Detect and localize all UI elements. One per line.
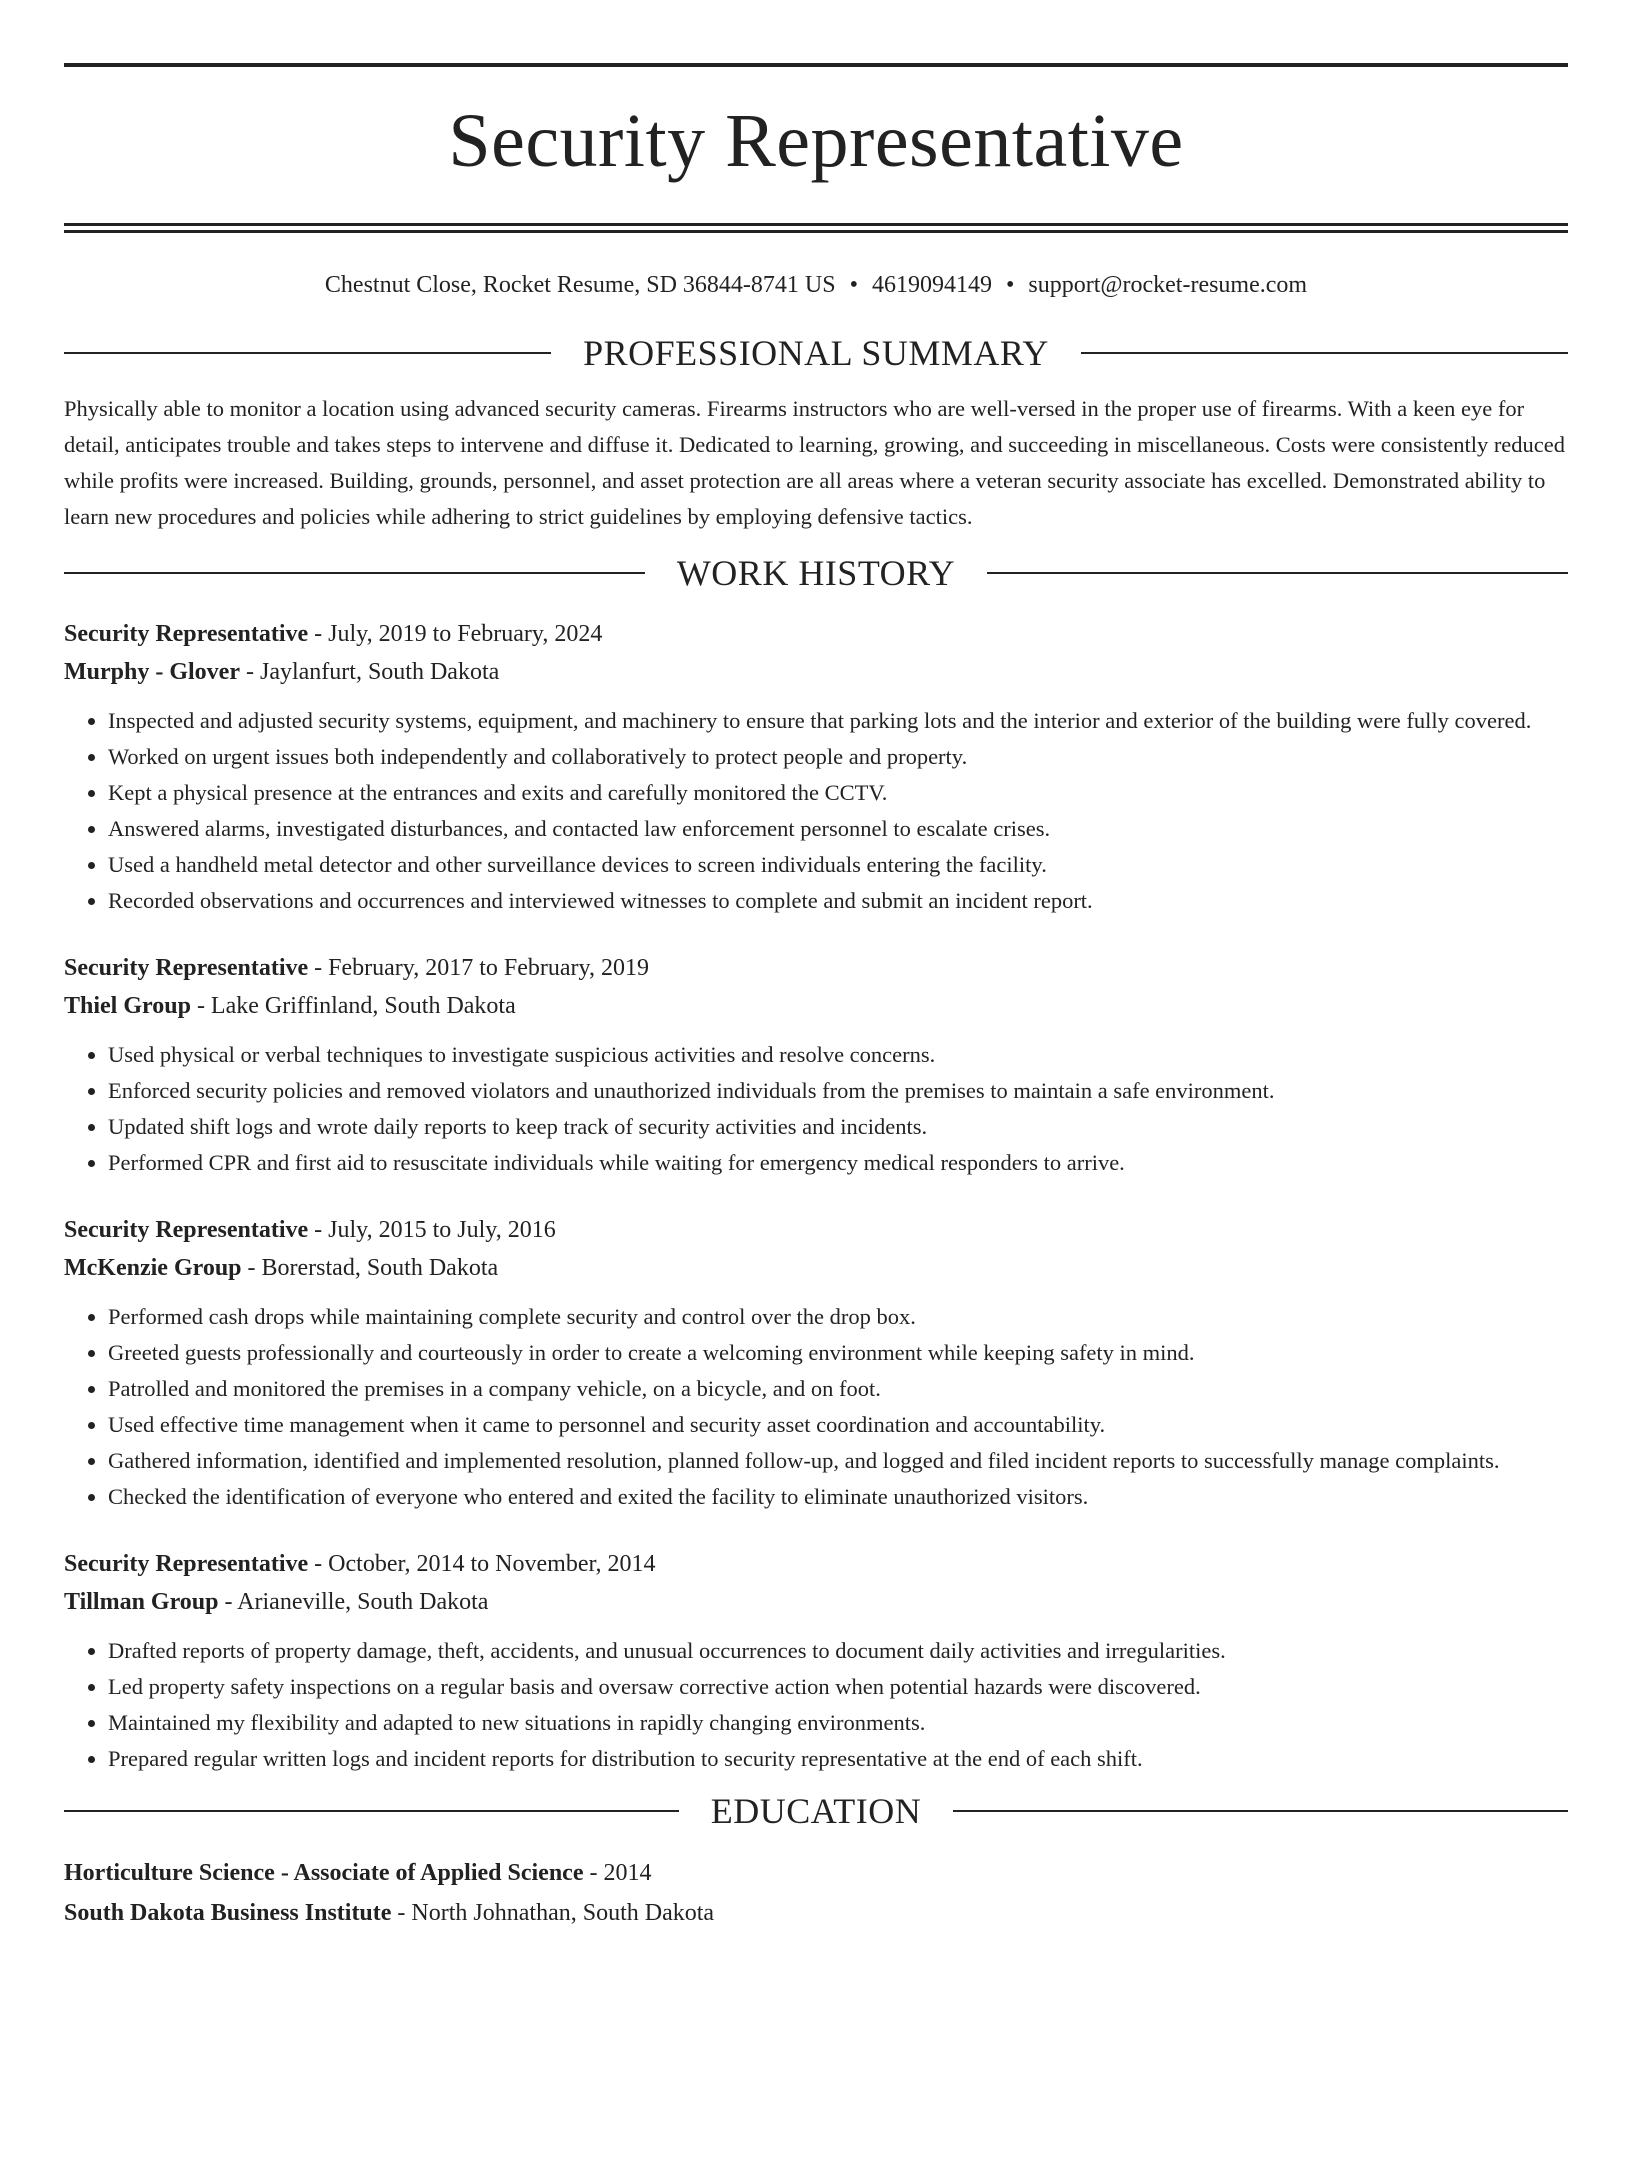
job-dates: - July, 2019 to February, 2024 (308, 621, 603, 647)
job-bullet: • Performed CPR and first aid to resuscitate individuals while waiting for emergency medical responders to arrive. (108, 1145, 1568, 1181)
contact-email: support@rocket-resume.com (1028, 272, 1308, 298)
resume-title: Security Representative (448, 99, 1184, 183)
section-header-education (64, 1791, 1568, 1831)
job-company: Tillman Group (64, 1589, 219, 1615)
job-bullet: • Greeted guests professionally and courteously in order to create a welcoming environment while keeping safety in mind. (108, 1335, 1568, 1371)
job-title-line (64, 949, 1568, 987)
job-bullet: • Answered alarms, investigated disturbances, and contacted law enforcement personnel to escalate crises. (108, 811, 1568, 847)
section-title-summary: PROFESSIONAL SUMMARY (583, 333, 1049, 373)
job-entry (64, 615, 1568, 919)
job-bullet: • Led property safety inspections on a regular basis and oversaw corrective action when potential hazards were discovered. (108, 1669, 1568, 1705)
job-bullet: • Maintained my flexibility and adapted to new situations in rapidly changing environments. (108, 1705, 1568, 1741)
contact-line (64, 269, 1568, 301)
section-rule-left (64, 572, 645, 574)
job-bullet: • Inspected and adjusted security systems, equipment, and machinery to ensure that parking lots and the interior and exterior of the building were fully covered. (108, 703, 1568, 739)
section-rule-left (64, 1810, 679, 1812)
job-bullet-list (64, 1037, 1568, 1181)
job-bullet: • Prepared regular written logs and incident reports for distribution to security representative at the end of each shift. (108, 1741, 1568, 1777)
job-bullet: • Used effective time management when it came to personnel and security asset coordination and accountability. (108, 1407, 1568, 1443)
education-location: - North Johnathan, South Dakota (391, 1900, 715, 1926)
job-company: Thiel Group (64, 993, 191, 1019)
job-bullet: • Enforced security policies and removed violators and unauthorized individuals from the premises to maintain a safe environment. (108, 1073, 1568, 1109)
section-rule-right (987, 572, 1568, 574)
job-title: Security Representative (64, 621, 309, 647)
section-header-summary (64, 333, 1568, 373)
job-title: Security Representative (64, 955, 309, 981)
job-dates: - October, 2014 to November, 2014 (308, 1551, 656, 1577)
title-double-rule (64, 223, 1568, 233)
section-title-work-history: WORK HISTORY (676, 553, 956, 593)
job-bullet: • Worked on urgent issues both independently and collaboratively to protect people and property. (108, 739, 1568, 775)
education-degree-line (64, 1853, 1568, 1893)
job-location: - Arianeville, South Dakota (218, 1589, 489, 1615)
job-company-line (64, 1583, 1568, 1621)
job-location: - Lake Griffinland, South Dakota (190, 993, 516, 1019)
job-company: Murphy - Glover (64, 659, 240, 685)
section-rule-right (953, 1810, 1568, 1812)
job-bullet: • Performed cash drops while maintaining complete security and control over the drop box. (108, 1299, 1568, 1335)
section-header-work-history (64, 553, 1568, 593)
top-rule (64, 63, 1568, 67)
job-title: Security Representative (64, 1551, 309, 1577)
job-bullet-list (64, 703, 1568, 919)
resume-page (0, 63, 1632, 2175)
job-company-line (64, 987, 1568, 1025)
education-year: - 2014 (583, 1860, 652, 1886)
job-dates: - July, 2015 to July, 2016 (308, 1217, 556, 1243)
job-entry (64, 1545, 1568, 1777)
job-company-line (64, 1249, 1568, 1287)
job-bullet: • Checked the identification of everyone who entered and exited the facility to eliminate unauthorized visitors. (108, 1479, 1568, 1515)
section-title-education: EDUCATION (710, 1791, 922, 1831)
job-bullet: • Kept a physical presence at the entrances and exits and carefully monitored the CCTV. (108, 775, 1568, 811)
summary-paragraph: Physically able to monitor a location using advanced security cameras. Firearms instructors who are well-versed in the proper use of firearms. With a keen eye for detail, anticipates trouble and takes steps to intervene and diffuse it. Dedicated to learning, growing, and succeeding in miscellaneous. Costs were consistently reduced while profits were increased. Building, grounds, personnel, and asset protection are all areas where a veteran security associate has excelled. Demonstrated ability to learn new procedures and policies while adhering to strict guidelines by employing defensive tactics. (64, 396, 1566, 529)
job-dates: - February, 2017 to February, 2019 (308, 955, 649, 981)
section-rule-right (1081, 352, 1568, 354)
education-entry (64, 1853, 1568, 1933)
contact-address: Chestnut Close, Rocket Resume, SD 36844-8741 US (324, 272, 836, 298)
job-entry (64, 1211, 1568, 1515)
education-school-line (64, 1893, 1568, 1933)
job-company-line (64, 653, 1568, 691)
contact-phone: 4619094149 (871, 272, 992, 298)
job-bullet: • Drafted reports of property damage, theft, accidents, and unusual occurrences to document daily activities and irregularities. (108, 1633, 1568, 1669)
job-bullet: • Patrolled and monitored the premises in a company vehicle, on a bicycle, and on foot. (108, 1371, 1568, 1407)
education-school: South Dakota Business Institute (64, 1900, 392, 1926)
job-location: - Jaylanfurt, South Dakota (239, 659, 500, 685)
job-location: - Borerstad, South Dakota (241, 1255, 499, 1281)
job-company: McKenzie Group (64, 1255, 242, 1281)
job-bullet: • Used a handheld metal detector and other surveillance devices to screen individuals entering the facility. (108, 847, 1568, 883)
job-bullet: • Used physical or verbal techniques to investigate suspicious activities and resolve concerns. (108, 1037, 1568, 1073)
job-title: Security Representative (64, 1217, 309, 1243)
education-degree: Horticulture Science - Associate of Applied Science (64, 1860, 584, 1886)
contact-separator: • (849, 272, 858, 298)
job-title-line (64, 1211, 1568, 1249)
job-entry (64, 949, 1568, 1181)
job-title-line (64, 1545, 1568, 1583)
job-title-line (64, 615, 1568, 653)
job-bullet: • Recorded observations and occurrences and interviewed witnesses to complete and submit an incident report. (108, 883, 1568, 919)
job-bullet: • Updated shift logs and wrote daily reports to keep track of security activities and incidents. (108, 1109, 1568, 1145)
job-bullet: • Gathered information, identified and implemented resolution, planned follow-up, and logged and filed incident reports to successfully manage complaints. (108, 1443, 1568, 1479)
contact-separator: • (1005, 272, 1015, 298)
section-rule-left (64, 352, 551, 354)
job-bullet-list (64, 1633, 1568, 1777)
job-bullet-list (64, 1299, 1568, 1515)
